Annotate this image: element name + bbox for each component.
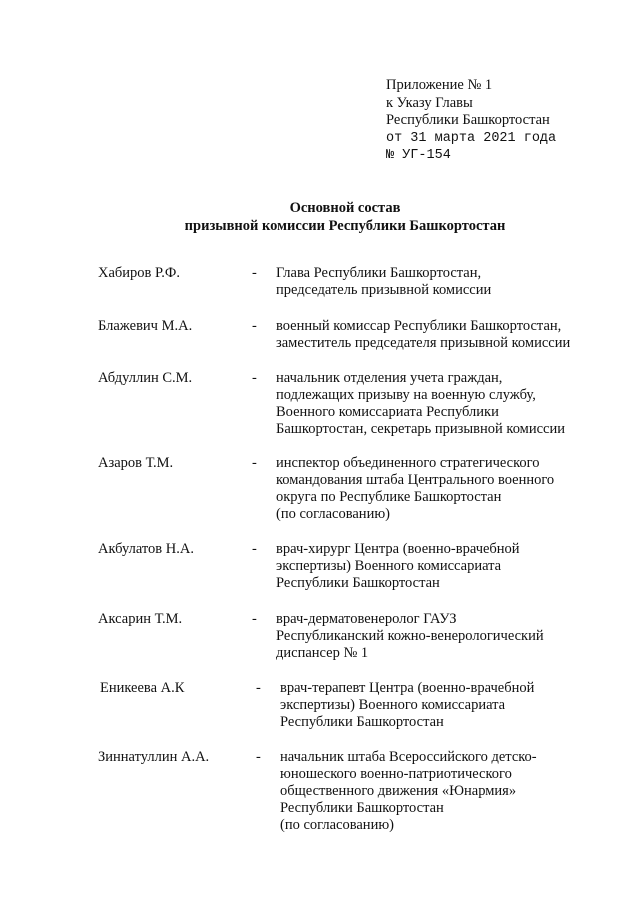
member-position-line: диспансер № 1 — [276, 645, 369, 661]
member-name: Абдуллин С.М. — [98, 370, 193, 386]
member-position-line: подлежащих призыву на военную службу, — [276, 387, 536, 403]
member-position — [276, 541, 621, 592]
appendix-number: Приложение № 1 — [386, 77, 493, 93]
member-position-line: начальник отделения учета граждан, — [276, 370, 503, 386]
member-position-line: экспертизы) Военного комиссариата — [276, 558, 502, 574]
member-position-line: юношеского военно-патриотического — [280, 766, 512, 782]
appendix-header — [386, 77, 626, 165]
member-position — [280, 749, 625, 834]
member-name: Зиннатуллин А.А. — [98, 749, 210, 765]
member-dash: - — [252, 370, 257, 386]
member-name: Блажевич М.А. — [98, 318, 193, 334]
member-name: Акбулатов Н.А. — [98, 541, 194, 557]
appendix-decree-ref: к Указу Главы — [386, 94, 473, 111]
member-position-line: экспертизы) Военного комиссариата — [280, 697, 506, 713]
member-position — [276, 370, 621, 438]
member-dash: - — [252, 611, 257, 627]
appendix-date: от 31 марта 2021 года — [386, 130, 557, 146]
member-position-line: (по согласованию) — [276, 506, 390, 522]
member-position-line: Башкортостан, секретарь призывной комиссии — [276, 421, 566, 437]
appendix-republic: Республики Башкортостан — [386, 112, 550, 128]
member-position-line: Военного комиссариата Республики — [276, 404, 499, 420]
appendix-decree-number: № УГ-154 — [386, 148, 451, 163]
member-position-line: округа по Республике Башкортостан — [276, 489, 502, 505]
member-position — [276, 265, 621, 299]
member-position — [280, 680, 625, 731]
member-dash: - — [256, 749, 261, 765]
member-position-line: Республики Башкортостан — [280, 800, 444, 816]
member-position-line: председатель призывной комиссии — [276, 282, 492, 298]
member-position — [276, 318, 621, 352]
title-line-2: призывной комиссии Республики Башкортостан — [184, 217, 506, 234]
member-position-line: военный комиссар Республики Башкортостан, — [276, 318, 562, 334]
member-name: Хабиров Р.Ф. — [98, 265, 180, 281]
member-position — [276, 611, 621, 662]
member-position-line: Республиканский кожно-венерологический — [276, 628, 544, 644]
member-position-line: командования штаба Центрального военного — [276, 472, 555, 488]
member-position-line: заместитель председателя призывной комиссии — [276, 335, 571, 351]
member-dash: - — [252, 318, 257, 334]
member-position — [276, 455, 621, 523]
member-position-line: инспектор объединенного стратегического — [276, 455, 540, 471]
member-position-line: врач-дерматовенеролог ГАУЗ — [276, 611, 457, 627]
member-position-line: Республики Башкортостан — [276, 575, 440, 591]
member-name: Азаров Т.М. — [98, 455, 174, 471]
member-position-line: Республики Башкортостан — [280, 714, 444, 730]
member-position-line: врач-хирург Центра (военно-врачебной — [276, 541, 520, 557]
member-position-line: начальник штаба Всероссийского детско- — [280, 749, 537, 765]
member-dash: - — [256, 680, 261, 696]
member-name: Аксарин Т.М. — [98, 611, 183, 627]
title-line-1: Основной состав — [289, 200, 401, 216]
member-name: Еникеева А.К — [100, 680, 185, 696]
member-position-line: Глава Республики Башкортостан, — [276, 265, 482, 281]
member-position-line: (по согласованию) — [280, 817, 394, 833]
document-title — [100, 200, 590, 235]
member-dash: - — [252, 265, 257, 281]
member-dash: - — [252, 455, 257, 471]
member-position-line: врач-терапевт Центра (военно-врачебной — [280, 680, 535, 696]
member-position-line: общественного движения «Юнармия» — [280, 783, 517, 799]
member-dash: - — [252, 541, 257, 557]
